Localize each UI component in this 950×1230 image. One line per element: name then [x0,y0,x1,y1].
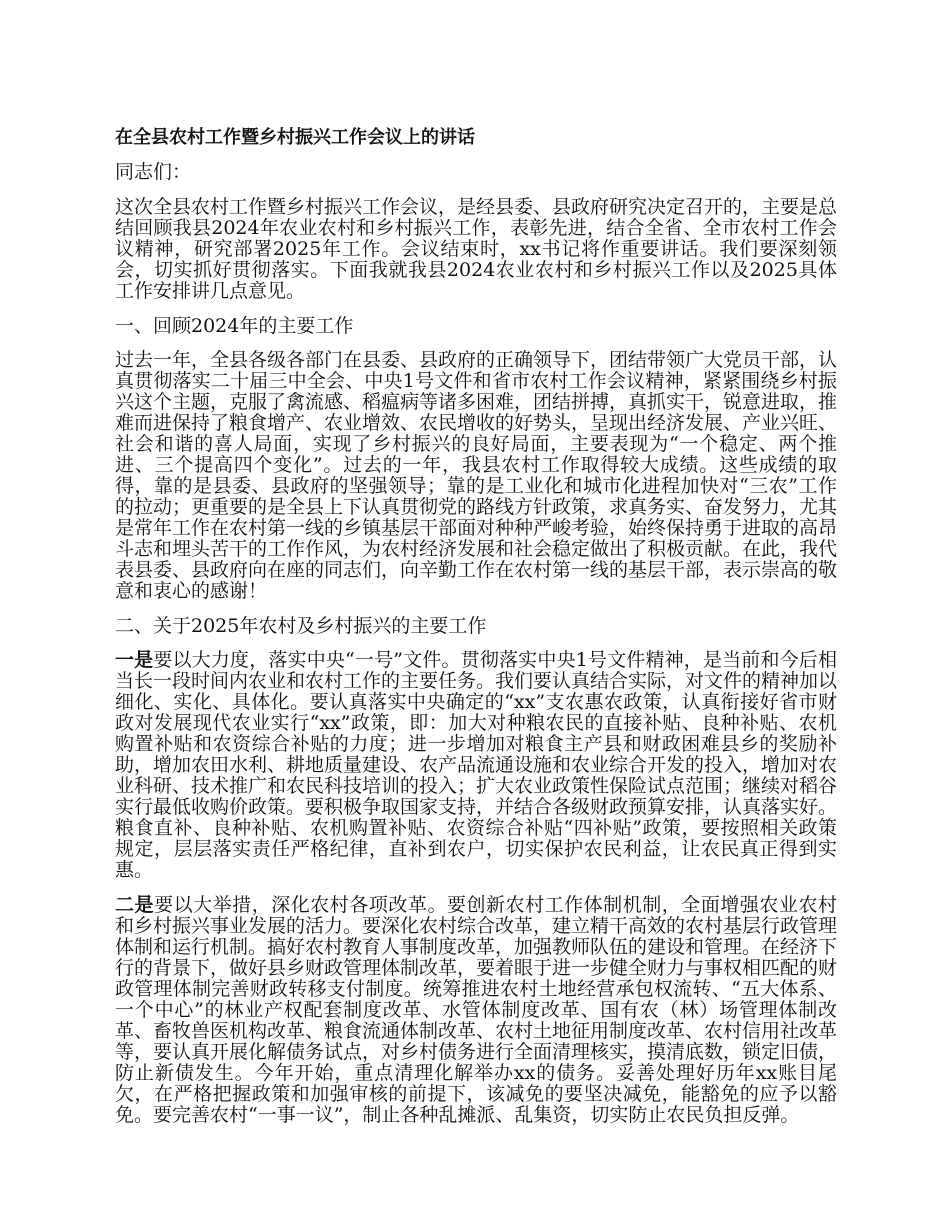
document-title: 在全县农村工作暨乡村振兴工作会议上的讲话 [115,127,475,148]
document-body [115,127,837,1140]
section-heading-1: 一、回顾2024年的主要工作 [115,315,354,337]
section-heading-2: 二、关于2025年农村及乡村振兴的主要工作 [115,615,487,637]
item-2-paragraph [115,895,837,1126]
section-1-paragraph: 过去一年，全县各级各部门在县委、县政府的正确领导下，团结带领广大党员干部，认真贯彻落实二十届三中全会、中央1号文件和省市农村工作会议精神，紧紧围绕乡村振兴这个主题，克服了禽流感、稻瘟病等诸多困难，团结拼搏，真抓实干，锐意进取，推难而进保持了粮食增产、农业增效、农民增收的好势头，呈现出经济发展、产业兴旺、社会和谐的喜人局面，实现了乡村振兴的良好局面，主要表现为“一个稳定、两个推进、三个提高四个变化”。过去的一年，我县农村工作取得较大成绩。这些成绩的取得，靠的是县委、县政府的坚强领导；靠的是工业化和城市化进程加快对“三农”工作的拉动；更重要的是全县上下认真贯彻党的路线方针政策，求真务实、奋发努力，尤其是常年工作在农村第一线的乡镇基层干部面对种种严峻考验，始终保持勇于进取的高昂斗志和埋头苦干的工作作风，为农村经济发展和社会稳定做出了积极贡献。在此，我代表县委、县政府向在座的同志们，向辛勤工作在农村第一线的基层干部，表示崇高的敬意和衷心的感谢！ [115,349,838,602]
item-2-body: 要以大举措，深化农村各项改革。要创新农村工作体制机制，全面增强农业农村和乡村振兴事业发展的活力。要深化农村综合改革，建立精干高效的农村基层行政管理体制和运行机制。搞好农村教育人事制度改革，加强教师队伍的建设和管理。在经济下行的背景下，做好县乡财政管理体制改革，要着眼于进一步健全财力与事权相匹配的财政管理体制完善财政转移支付制度。统筹推进农村土地经营承包权流转、“五大体系、一个中心”的林业产权配套制度改革、水管体制度改革、国有农（林）场管理体制改革、畜牧兽医机构改革、粮食流通体制改革、农村土地征用制度改革、农村信用社改革等，要认真开展化解债务试点，对乡村债务进行全面清理核实，摸清底数，锁定旧债，防止新债发生。今年开始，重点清理化解举办xx的债务。妥善处理好历年xx账目尾欠，在严格把握政策和加强审核的前提下，该减免的要坚决减免，能豁免的应予以豁免。要完善农村“一事一议”，制止各种乱摊派、乱集资，切实防止农民负担反弹。 [115,894,838,1126]
item-1-body: 要以大力度，落实中央“一号”文件。贯彻落实中央1号文件精神，是当前和今后相当长一段时间内农业和农村工作的主要任务。我们要认真结合实际，对文件的精神加以细化、实化、具体化。要认真落实中央确定的“xx”支农惠农政策，认真衔接好省市财政对发展现代农业实行“xx”政策，即：加大对种粮农民的直接补贴、良种补贴、农机购置补贴和农资综合补贴的力度；进一步增加对粮食主产县和财政困难县乡的奖励补助，增加农田水利、耕地质量建设、农产品流通设施和农业综合开发的投入，增加对农业科研、技术推广和农民科技培训的投入；扩大农业政策性保险试点范围；继续对稻谷实行最低收购价政策。要积极争取国家支持，并结合各级财政预算安排，认真落实好。粮食直补、良种补贴、农机购置补贴、农资综合补贴“四补贴”政策，要按照相关政策规定，层层落实责任严格纪律，直补到农户，切实保护农民利益，让农民真正得到实惠。 [115,649,838,881]
item-1-paragraph [115,650,837,881]
item-1-lead: 一是 [115,649,154,671]
intro-paragraph: 这次全县农村工作暨乡村振兴工作会议，是经县委、县政府研究决定召开的，主要是总结回顾我县2024年农业农村和乡村振兴工作，表彰先进，结合全省、全市农村工作会议精神，研究部署2025年工作。会议结束时，xx书记将作重要讲话。我们要深刻领会，切实抓好贯彻落实。下面我就我县2024农业农村和乡村振兴工作以及2025具体工作安排讲几点意见。 [115,196,838,302]
item-2-lead: 二是 [115,894,155,916]
salutation: 同志们： [115,161,192,183]
